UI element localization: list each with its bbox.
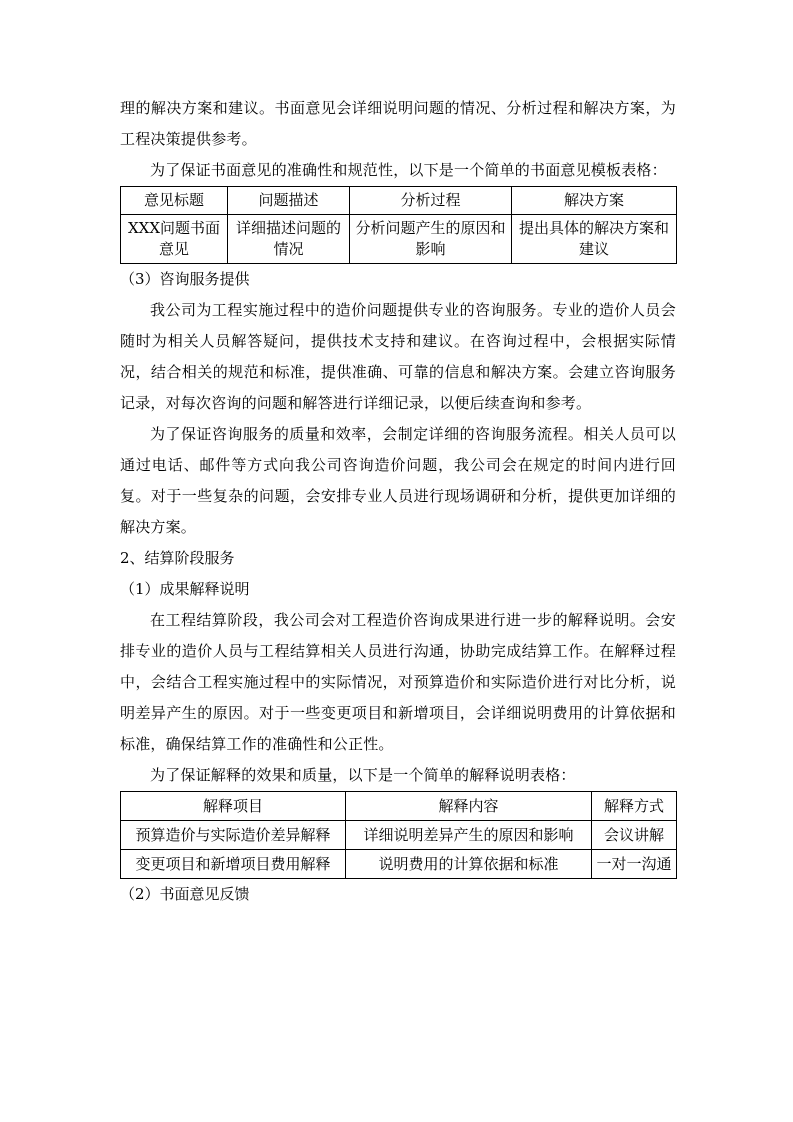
table-header-cell: 解决方案 xyxy=(512,187,677,215)
section-heading-explanation: （1）成果解释说明 xyxy=(120,580,250,598)
table-header-cell: 解释项目 xyxy=(121,792,346,821)
table-header-cell: 解释方式 xyxy=(592,792,677,821)
paragraph-consulting-2: 为了保证咨询服务的质量和效率，会制定详细的咨询服务流程。相关人员可以通过电话、邮件等方式向我公司咨询造价问题，我公司会在规定的时间内进行回复。对于一些复杂的问题，会安排专业人员进行现场调研和分析，提供更加详细的解决方案。 xyxy=(120,425,676,536)
table-row xyxy=(121,850,677,879)
table-cell: 变更项目和新增项目费用解释 xyxy=(121,850,346,879)
table-cell: 分析问题产生的原因和影响 xyxy=(350,215,512,264)
table-cell: 预算造价与实际造价差异解释 xyxy=(121,821,346,850)
section-heading-consulting: （3）咨询服务提供 xyxy=(120,270,250,288)
table-header-cell: 解释内容 xyxy=(346,792,592,821)
table-row xyxy=(121,215,677,264)
paragraph-continuation: 理的解决方案和建议。书面意见会详细说明问题的情况、分析过程和解决方案，为工程决策提供参考。 xyxy=(120,99,676,148)
table-cell: XXX问题书面意见 xyxy=(121,215,228,264)
table-header-cell: 意见标题 xyxy=(121,187,228,215)
table-header-cell: 分析过程 xyxy=(350,187,512,215)
table-header-row xyxy=(121,792,677,821)
table-cell: 详细描述问题的情况 xyxy=(228,215,350,264)
paragraph-explanation-1: 在工程结算阶段，我公司会对工程造价咨询成果进行进一步的解释说明。会安排专业的造价人员与工程结算相关人员进行沟通，协助完成结算工作。在解释过程中，会结合工程实施过程中的实际情况，对预算造价和实际造价进行对比分析，说明差异产生的原因。对于一些变更项目和新增项目，会详细说明费用的计算依据和标准，确保结算工作的准确性和公正性。 xyxy=(120,611,676,753)
table-cell: 说明费用的计算依据和标准 xyxy=(346,850,592,879)
section-heading-settlement: 2、结算阶段服务 xyxy=(120,549,235,567)
table-cell: 提出具体的解决方案和建议 xyxy=(512,215,677,264)
section-heading-written-feedback: （2）书面意见反馈 xyxy=(120,885,250,903)
paragraph-template-intro: 为了保证书面意见的准确性和规范性，以下是一个简单的书面意见模板表格： xyxy=(150,161,667,179)
explanation-table xyxy=(120,791,677,879)
paragraph-explanation-2: 为了保证解释的效果和质量，以下是一个简单的解释说明表格： xyxy=(150,766,576,784)
table-header-row xyxy=(121,187,677,215)
table-row xyxy=(121,821,677,850)
document-page xyxy=(120,93,676,910)
table-cell: 会议讲解 xyxy=(592,821,677,850)
paragraph-consulting-1: 我公司为工程实施过程中的造价问题提供专业的咨询服务。专业的造价人员会随时为相关人员解答疑问，提供技术支持和建议。在咨询过程中，会根据实际情况，结合相关的规范和标准，提供准确、可靠的信息和解决方案。会建立咨询服务记录，对每次咨询的问题和解答进行详细记录，以便后续查询和参考。 xyxy=(120,301,676,412)
table-cell: 一对一沟通 xyxy=(592,850,677,879)
written-opinion-template-table xyxy=(120,186,677,264)
table-cell: 详细说明差异产生的原因和影响 xyxy=(346,821,592,850)
table-header-cell: 问题描述 xyxy=(228,187,350,215)
